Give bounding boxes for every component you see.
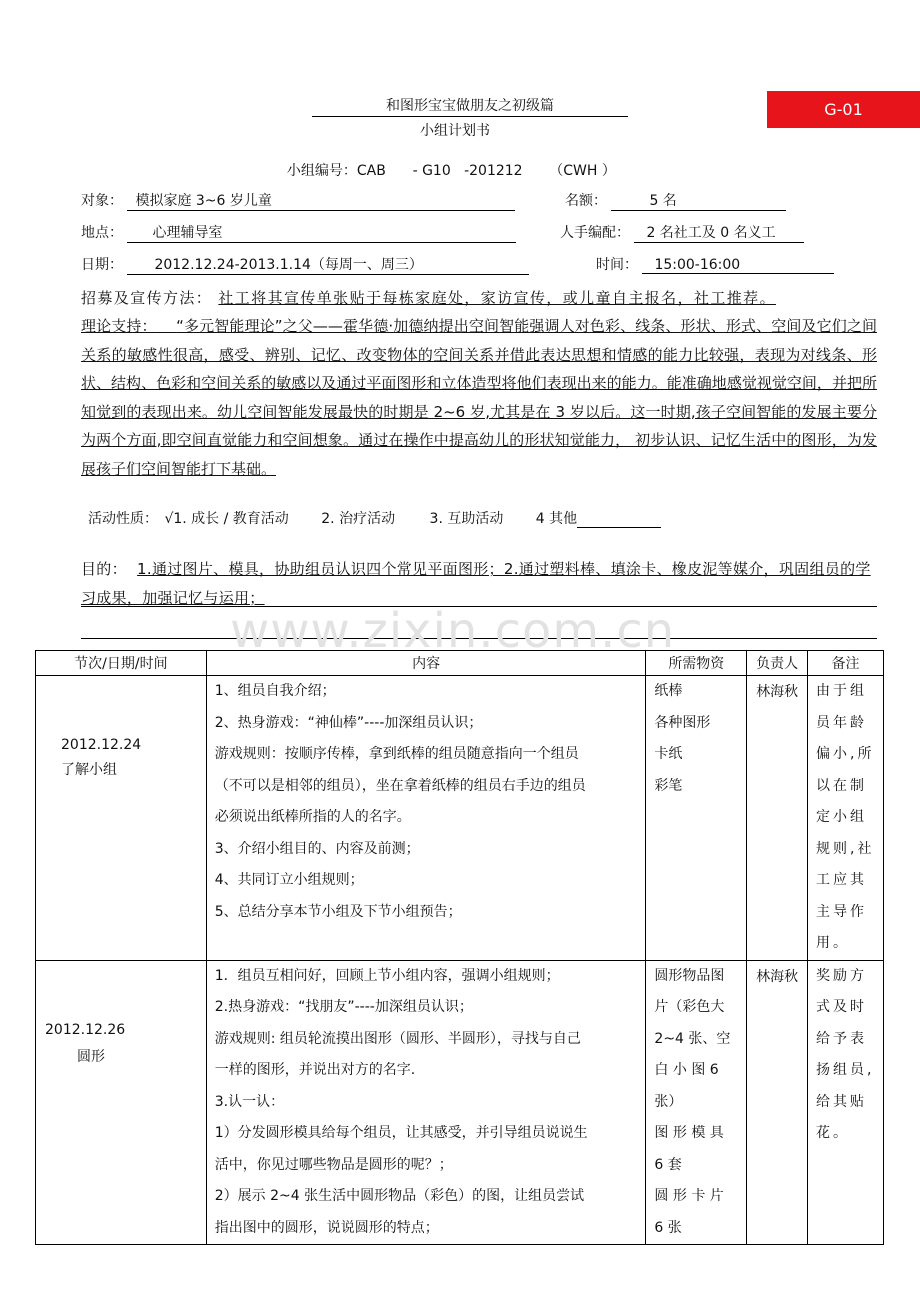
staff-label: 人手编配： <box>560 225 630 241</box>
content-line: 3、介绍小组目的、内容及前测； <box>214 840 420 857</box>
material-item: 6 套 <box>654 1156 682 1173</box>
content-line: 活中，你见过哪些物品是圆形的呢？； <box>214 1156 453 1173</box>
material-item: 片（彩色大 <box>654 999 725 1015</box>
time-value: 15:00-16:00 <box>642 257 834 274</box>
note-line: 工应其 <box>816 872 868 888</box>
theory-label: 理论支持： <box>81 317 157 335</box>
staff-row <box>560 222 804 243</box>
note-line: 给予表 <box>816 1030 868 1047</box>
note-line: 给其贴 <box>816 1093 868 1110</box>
nature-other-blank <box>577 511 661 528</box>
doc-subtitle: 小组计划书 <box>420 123 490 139</box>
material-item: 卡纸 <box>654 746 683 762</box>
material-item: 各种图形 <box>654 714 711 731</box>
material-item: 白 小 图 6 <box>654 1062 719 1078</box>
note-line: 规则,社 <box>816 840 875 857</box>
responsible-name: 林海秋 <box>756 968 799 985</box>
content-line: 1）分发圆形模具给每个组员，让其感受，并引导组员说说生 <box>214 1125 588 1141</box>
note-line: 偏小,所 <box>816 746 875 762</box>
note-line: 奖励方 <box>816 967 868 984</box>
time-row <box>596 254 834 274</box>
session-note <box>808 960 884 1245</box>
content-line: 1．组员互相问好，回顾上节小组内容，强调小组规则； <box>214 967 560 984</box>
target-label: 对象： <box>81 193 123 209</box>
material-item: 2~4 张、空 <box>654 1030 731 1047</box>
quota-row <box>565 190 786 211</box>
content-line: （不可以是相邻的组员），坐在拿着纸棒的组员右手边的组员 <box>214 777 586 794</box>
header-content: 内容 <box>206 651 646 676</box>
quota-value: 5 名 <box>611 190 786 211</box>
responsible-name: 林海秋 <box>756 684 799 700</box>
header-session: 节次/日期/时间 <box>36 651 207 676</box>
content-line: 1、组员自我介绍； <box>214 683 336 699</box>
content-line: 游戏规则：按顺序传棒，拿到纸棒的组员随意指向一个组员 <box>214 746 579 762</box>
goal-label: 目的： <box>81 560 127 578</box>
content-line: 一样的图形，并说出对方的名字. <box>214 1062 416 1078</box>
recruit-label: 招募及宣传方法： <box>81 289 213 307</box>
material-item: 圆 形 卡 片 <box>654 1188 724 1204</box>
note-line: 以在制 <box>816 777 868 794</box>
material-item: 张） <box>654 1093 683 1110</box>
goal-value: 1.通过图片、模具，协助组员认识四个常见平面图形；2.通过塑料棒、填涂卡、橡皮泥等媒介，巩固组员的学习成果，加强记忆与运用； <box>81 560 871 607</box>
quota-label: 名额： <box>565 193 607 209</box>
nature-label: 活动性质： <box>88 511 158 527</box>
session-responsible <box>747 676 808 961</box>
code-badge: G-01 <box>767 91 920 128</box>
time-label: 时间： <box>596 257 638 273</box>
session-date: 2012.12.26 <box>45 1021 126 1038</box>
header-responsible: 负责人 <box>747 651 808 676</box>
session-date-cell <box>36 960 207 1245</box>
table-row <box>36 960 884 1245</box>
watermark: www.zixin.com.cn <box>230 603 676 659</box>
theory-value: “多元智能理论”之父——霍华德·加德纳提出空间智能强调人对色彩、线条、形状、形式、空间及它们之间关系的敏感性很高，感受、辨别、记忆、改变物体的空间关系并借此表达思想和情感的能力比较强，表现为对线条、形状、结构、色彩和空间关系的敏感以及通过平面图形和立体造型将他们表现出来的能力。能准确地感觉视觉空间，并把所知觉到的表现出来。幼儿空间智能发展最快的时期是 2~6 岁,尤其是在 3 岁以后。这一时期,孩子空间智能的发展主要分为两个方面,即空间直觉能力和空间想象。通过在操作中提高幼儿的形状知觉能力， 初步认识、记忆生活中的图形，为发展孩子们空间智能打下基础。 <box>81 317 877 478</box>
note-line: 花。 <box>816 1125 851 1141</box>
material-item: 圆形物品图 <box>654 967 725 984</box>
session-content <box>206 676 646 961</box>
note-line: 员年龄 <box>816 714 868 731</box>
content-line: 2）展示 2~4 张生活中圆形物品（彩色）的图，让组员尝试 <box>214 1188 585 1204</box>
session-note <box>808 676 884 961</box>
place-row <box>81 222 516 243</box>
content-line: 2、热身游戏：“神仙棒”----加深组员认识； <box>214 714 483 731</box>
place-value: 心理辅导室 <box>127 222 516 243</box>
nature-option-1: √1. 成长 / 教育活动 <box>164 511 289 527</box>
nature-option-2: 2. 治疗活动 <box>321 511 396 527</box>
target-value: 模拟家庭 3~6 岁儿童 <box>127 190 515 211</box>
table-header-row <box>36 651 884 676</box>
material-item: 图 形 模 具 <box>654 1125 724 1141</box>
nature-option-3: 3. 互助活动 <box>429 511 504 527</box>
session-materials <box>646 960 747 1245</box>
content-line: 指出图中的圆形，说说圆形的特点； <box>214 1219 439 1236</box>
doc-title: 和图形宝宝做朋友之初级篇 <box>312 95 628 117</box>
content-line: 游戏规则: 组员轮流摸出图形（圆形、半圆形），寻找与自己 <box>214 1030 581 1047</box>
date-label: 日期： <box>81 257 123 273</box>
session-materials <box>646 676 747 961</box>
note-line: 用。 <box>816 935 851 951</box>
session-content <box>206 960 646 1245</box>
note-line: 由于组 <box>816 683 868 699</box>
content-line: 2.热身游戏：“找朋友”----加深组员认识； <box>214 999 473 1015</box>
note-line: 主导作 <box>816 903 868 920</box>
session-table <box>35 650 884 1245</box>
date-row <box>81 254 529 275</box>
header-materials: 所需物资 <box>646 651 747 676</box>
content-line: 3.认一认： <box>214 1093 285 1110</box>
target-row <box>81 190 515 211</box>
table-row <box>36 676 884 961</box>
material-item: 纸棒 <box>654 683 683 699</box>
theory-paragraph <box>81 312 877 483</box>
date-value: 2012.12.24-2013.1.14（每周一、周三） <box>127 254 529 275</box>
material-item: 彩笔 <box>654 777 683 794</box>
group-code-label: 小组编号： <box>286 163 357 179</box>
session-date: 2012.12.24 <box>61 737 142 753</box>
nature-row <box>88 508 661 528</box>
content-line: 5、总结分享本节小组及下节小组预告； <box>214 903 462 920</box>
note-line: 式及时 <box>816 999 868 1015</box>
recruit-value: 社工将其宣传单张贴于每栋家庭处，家访宣传，或儿童自主报名，社工推荐。 <box>218 289 776 307</box>
staff-value: 2 名社工及 0 名义工 <box>634 222 804 243</box>
session-topic: 了解小组 <box>61 762 117 778</box>
recruit-paragraph <box>81 284 877 313</box>
content-line: 必须说出纸棒所指的人的名字。 <box>214 809 411 825</box>
session-date-cell <box>36 676 207 961</box>
session-responsible <box>747 960 808 1245</box>
material-item: 6 张 <box>654 1219 682 1236</box>
session-topic: 圆形 <box>77 1048 105 1065</box>
note-line: 定小组 <box>816 809 868 825</box>
place-label: 地点： <box>81 225 123 241</box>
group-code-value: CAB - G10 -201212 （CWH ） <box>356 163 616 179</box>
header-notes: 备注 <box>808 651 884 676</box>
nature-option-4: 4 其他 <box>535 511 578 527</box>
note-line: 扬组员, <box>816 1062 875 1078</box>
content-line: 4、共同订立小组规则； <box>214 872 364 888</box>
group-code <box>278 144 616 180</box>
